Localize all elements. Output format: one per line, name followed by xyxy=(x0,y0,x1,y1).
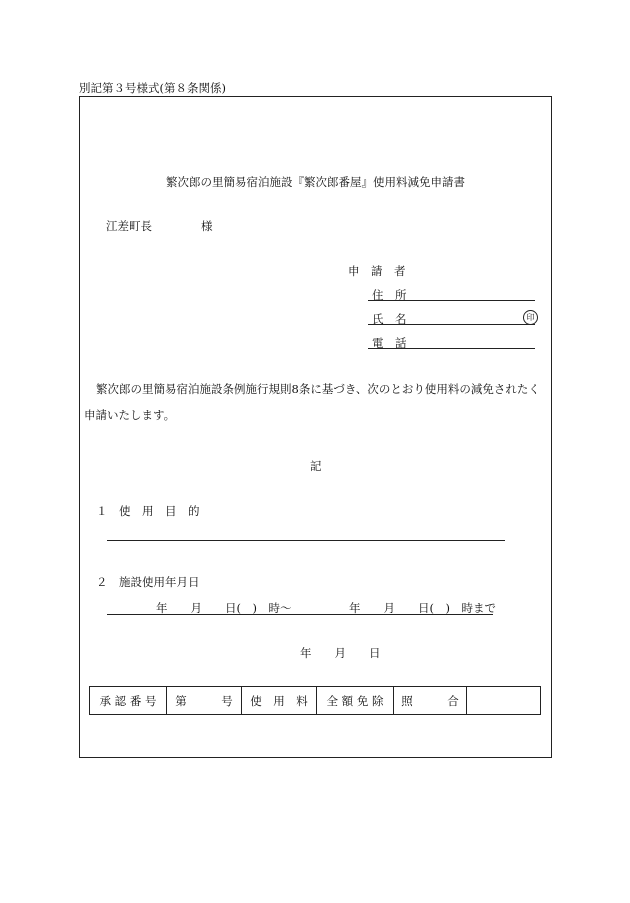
applicant-heading: 申 請 者 xyxy=(348,264,406,278)
applicant-name-line xyxy=(368,324,535,325)
seal-mark: 印 xyxy=(523,310,538,325)
applicant-address-line xyxy=(368,300,535,301)
approval-table xyxy=(89,686,541,715)
applicant-name-label: 氏 名 xyxy=(372,312,407,326)
approval-row xyxy=(90,687,541,715)
date-line: 年 月 日 xyxy=(300,646,381,660)
verification-label: 照 合 xyxy=(394,687,467,715)
addressee-name: 江差町長 xyxy=(106,219,152,233)
ki-heading: 記 xyxy=(310,459,322,473)
dates-label: ２ 施設使用年月日 xyxy=(96,575,200,589)
approval-number-value: 第 号 xyxy=(167,687,242,715)
dates-line: 年 月 日( ) 時～ 年 月 日( ) 時まで xyxy=(156,601,496,615)
verification-blank xyxy=(467,687,541,715)
applicant-phone-label: 電 話 xyxy=(372,336,407,350)
applicant-address-label: 住 所 xyxy=(372,288,407,302)
addressee-honorific: 様 xyxy=(201,219,213,233)
full-exemption-label: 全 額 免 除 xyxy=(317,687,394,715)
body-paragraph xyxy=(84,376,548,428)
approval-number-label: 承 認 番 号 xyxy=(90,687,167,715)
usage-fee-label: 使 用 料 xyxy=(242,687,317,715)
form-reference: 別記第３号様式(第８条関係) xyxy=(79,81,226,95)
applicant-phone-line xyxy=(368,348,535,349)
purpose-line xyxy=(107,540,505,541)
purpose-label: １ 使 用 目 的 xyxy=(96,504,200,518)
dates-underline xyxy=(107,614,493,615)
document-title: 繁次郎の里簡易宿泊施設『繁次郎番屋』使用料減免申請書 xyxy=(166,175,465,189)
body-text: 繁次郎の里簡易宿泊施設条例施行規則8条に基づき、次のとおり使用料の減免されたく申請いたします。 xyxy=(84,382,540,422)
